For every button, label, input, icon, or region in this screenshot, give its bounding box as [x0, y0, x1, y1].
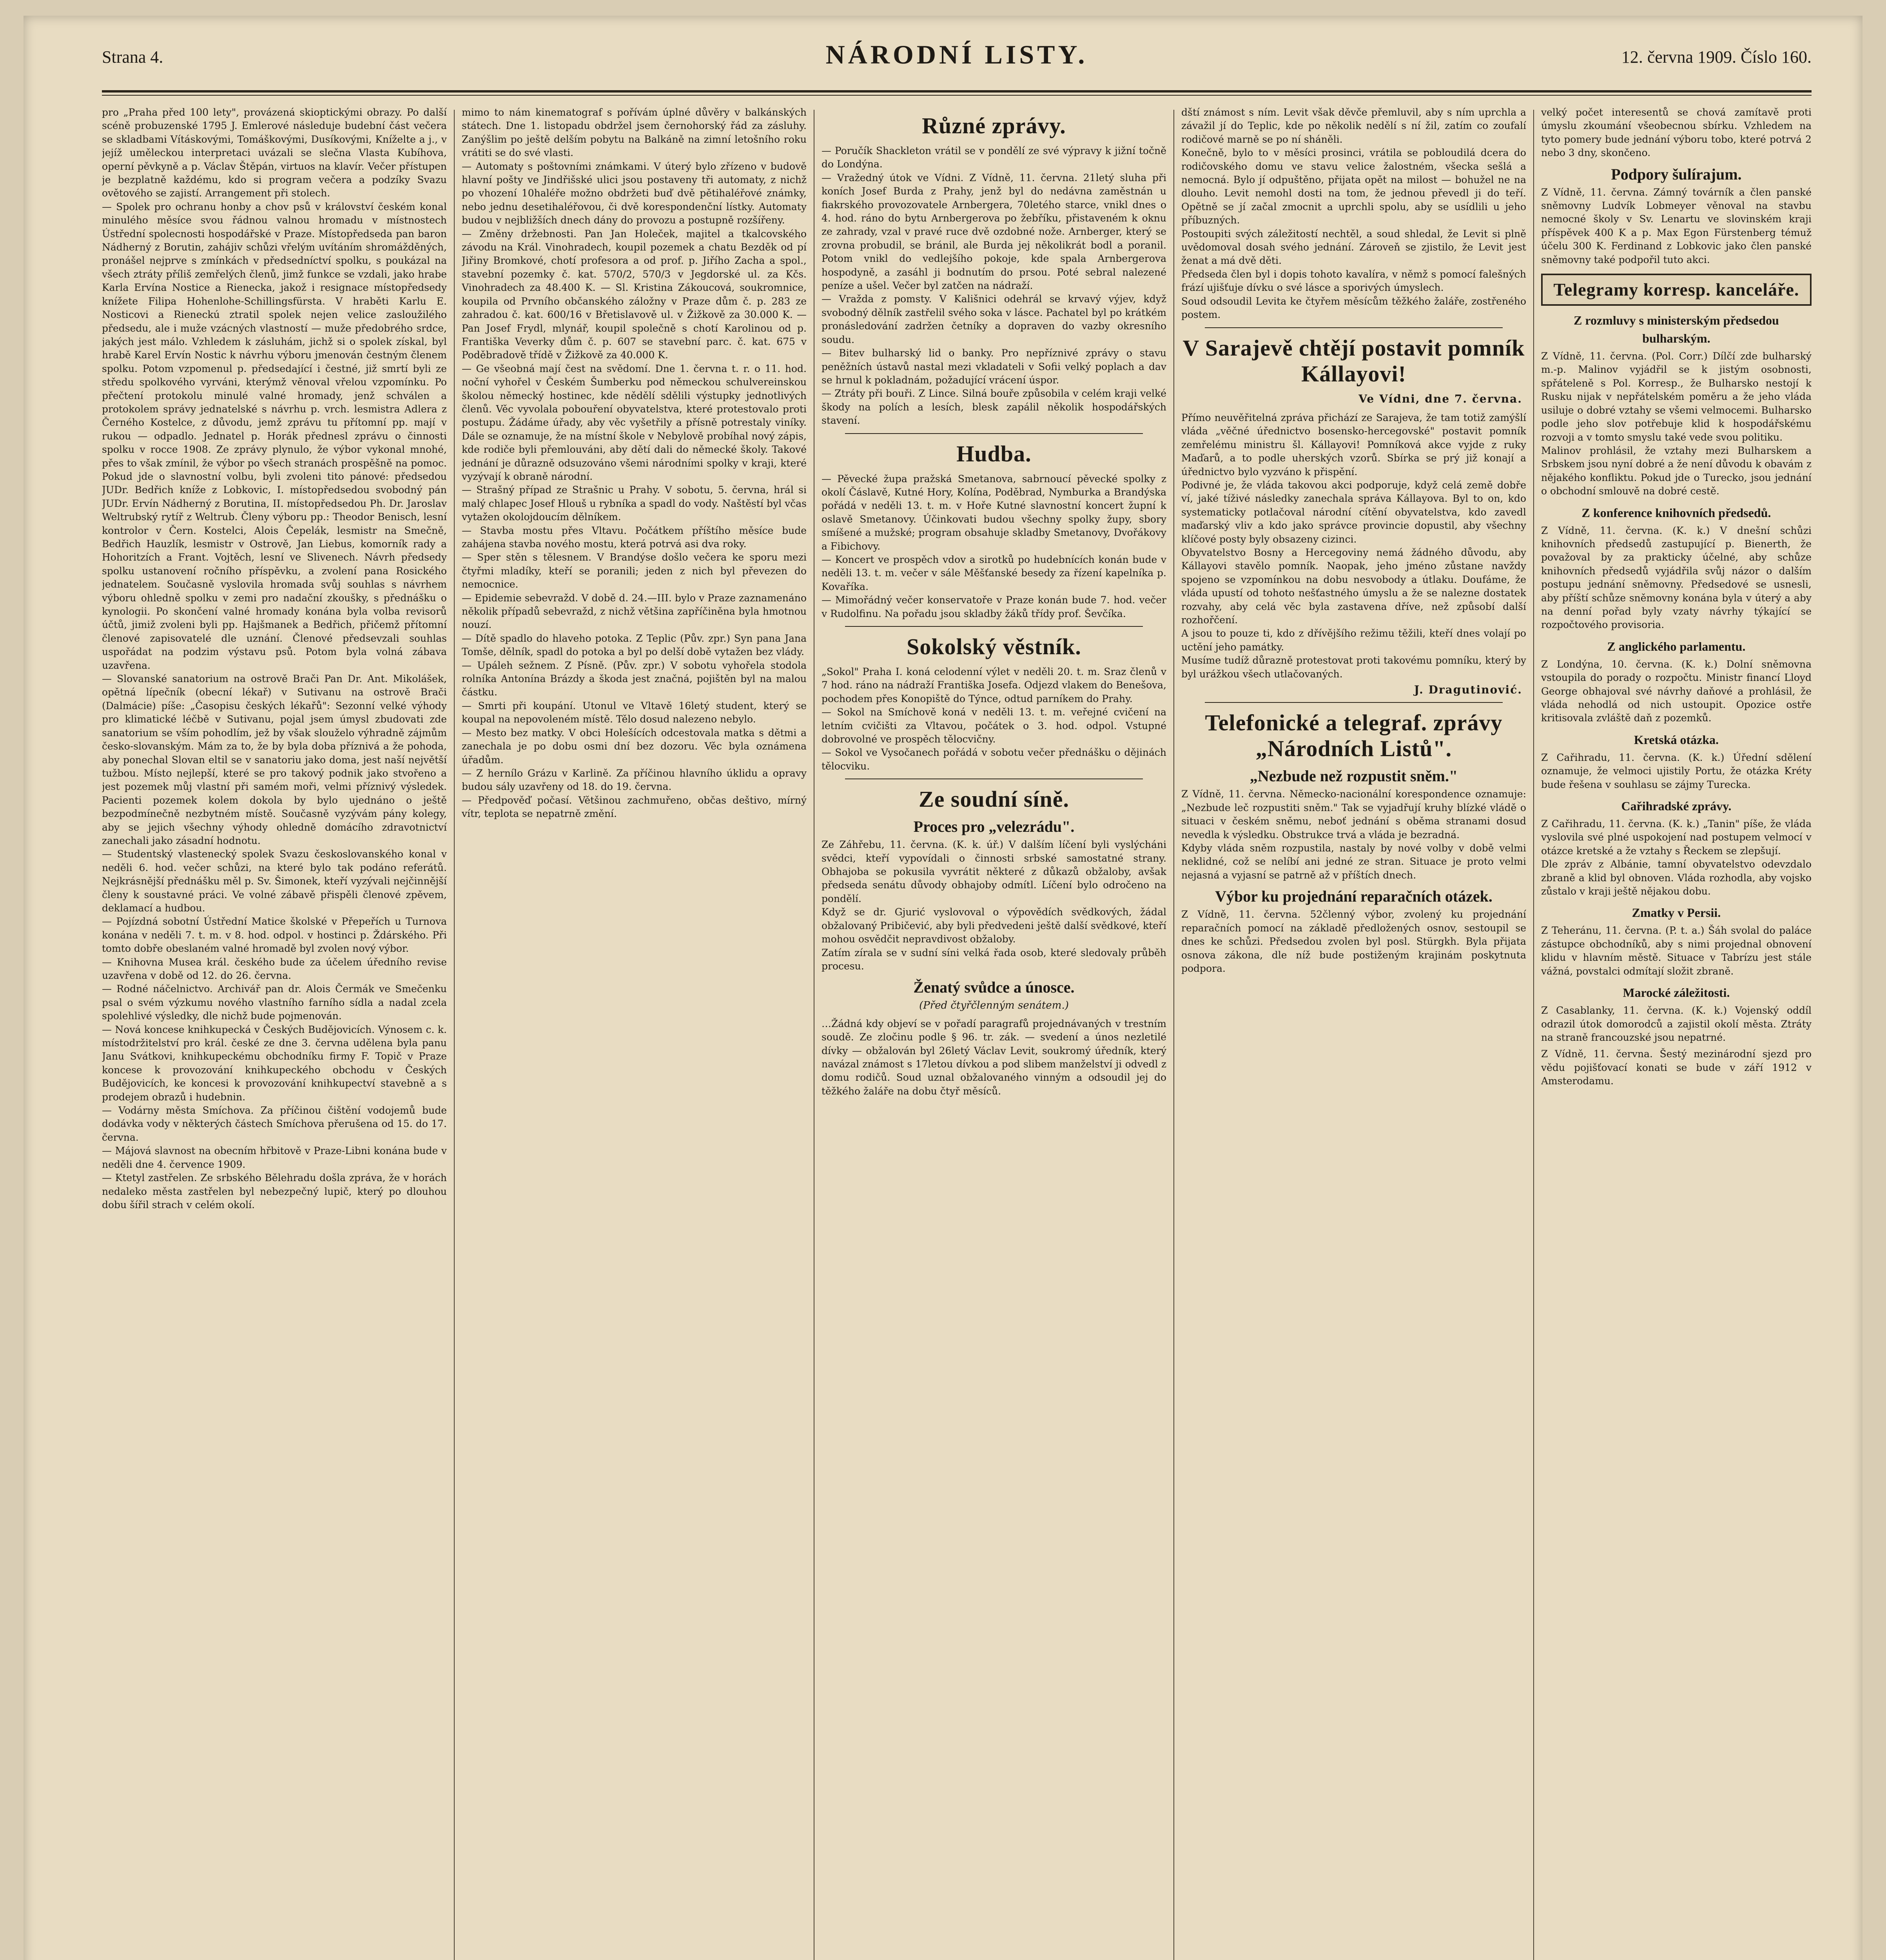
reparation-title: Výbor ku projednání reparačních otázek.: [1215, 887, 1492, 906]
closing-text: Z Vídně, 11. června. Šestý mezinárodní sjezd pro vědu pojišťovací konati se bude v září 1912 v Amsterodamu.: [1541, 1048, 1812, 1087]
column-2: [462, 106, 807, 1960]
header-rule-thin: [102, 95, 1812, 96]
section-separator: [1205, 327, 1503, 328]
telegrams-boxed-title: Telegramy korresp. kanceláře.: [1541, 274, 1812, 306]
constantinople-title: Cařihradské zprávy.: [1621, 799, 1732, 813]
page-number: Strana 4.: [102, 47, 163, 67]
library-title: Z konference knihovních předsedů.: [1581, 505, 1771, 520]
morocco-title: Marocké záležitosti.: [1623, 985, 1730, 1000]
section-title-hudba: Hudba.: [956, 441, 1032, 466]
marriage-title: Ženatý svůdce a únosce.: [913, 978, 1075, 996]
sarajevo-dateline: Ve Vídni, dne 7. června.: [1358, 392, 1522, 405]
column-divider: [1533, 110, 1534, 1960]
music-text: — Pěvecké župa pražská Smetanova, sabrnoucí pěvecké spolky z okolí Čáslavě, Kutné Hory, Kolína, Poděbrad, Nymburka a Brandýska pořádá v neděli 13. t. m. v Hoře Kutné slavnostní koncert župní k oslavě Smetanovy. Účinkovati budou všechny spolky župy, sbory smíšené a mužské; program obsahuje skladby Smetanovy, Dvořákovy a Fibichovy. — Koncert ve prospěch vdov a sirotků po hudebnících konán bude v neděli 13. t. m. večer v sále Měšťanské besedy za řízení kapelníka p. Kovaříka. — Mimořádný večer konservatoře v Praze konán bude 7. hod. večer v Rudolfinu. Na pořadu jsou skladby žáků třídy prof. Ševčíka.: [821, 473, 1166, 619]
english-text: Z Londýna, 10. června. (K. k.) Dolní sněmovna vstoupila do porady o rozpočtu. Ministr financí Lloyd George obhajoval své návrhy daňové a prohlásil, že vláda nehodlá od nich ustoupit. Opozice ostře kritisovala zvláště daň z pozemků.: [1541, 658, 1812, 724]
marriage-subtitle: (Před čtyřčlenným senátem.): [919, 1000, 1069, 1012]
english-title: Z anglického parlamentu.: [1607, 639, 1746, 653]
column-2-text: mimo to nám kinematograf s pořívám úplné důvěry v balkánských státech. Dne 1. listopadu obdržel jsem černohorský řád za zásluhy. Zanýšlim po ještě delším pobytu na Balkáně na zimní letošního roku vrátiti se do své vlasti. — Automaty s poštovními známkami. V úterý bylo zřízeno v budově hlavní pošty ve Jindřišské ulici jsou postaveny tři automaty, z nichž po vhození 10haléře možno obdržeti buď dvě pětihaléřové známky, nebo jednu desetihaléřovou, či dvě korespondenční lístky. Automaty budou v nejbližších dnech dány do provozu a postupně rozšířeny. — Změny držebnosti. Pan Jan Holeček, majitel a tkalcovského závodu na Král. Vinohradech, koupil pozemek a chatu Bezděk od pí Jiřiny Bromkové, chotí profesora a od prof. p. Jiřího Zacha a spol., stavební pozemky č. kat. 570/2, 570/3 v Jegdorské ul. za Kčs. Vinohradech za 48.400 K. — Sl. Kristina Zákoucová, soukromnice, koupila od Prvního občanského záložny v Praze dům č. p. 283 ze zahradou č. kat. 600/16 v Břetislavově ul. v Žižkově za 30.000 K. — Pan Josef Frydl, mlynář, koupil společně s chotí Karolinou od p. Františka Veverky dům č. p. 607 se stavební parc. č. kat. 675 v Poděbradově třídě v Žižkově za 40.000 K. — Ge všeobná mají čest na svědomí. Dne 1. června t. r. o 11. hod. noční vyhořel v Českém Šumberku pod německou schulvereinskou školou německý hostinec, kde nědělí sdělili výstupky jednotlivých členů. Věc vyvolala pobouření obyvatelstva, které protestovalo proti postupu. Žádáme úřady, aby věc vyšetřily a přísně potrestaly viníky. Dále se oznamuje, že na místní škole v Nebylově probíhal nový zápis, kde rodiče byli přemlouváni, aby dětí dali do německé školy. Takové jednání je důrazně odsuzováno všemi národními spolky v kraji, které vyzývají k obraně národní. — Strašný případ ze Strašnic u Prahy. V sobotu, 5. června, hrál si malý chlapec Josef Hlouš u rybníka a spadl do vody. Naštěstí byl včas vytažen okolojdoucím dělníkem. — Stavba mostu přes Vltavu. Počátkem příštího měsíce bude zahájena stavba nového mostu, která potrvá asi dva roky. — Sper stěn s tělesnem. V Brandýse došlo večera ke sporu mezi čtyřmi mladíky, kteří se poranili; jeden z nich byl převezen do nemocnice. — Epidemie sebevražd. V době d. 24.—III. bylo v Praze zaznamenáno několik případů sebevražd, z nichž většina zapříčiněna byla hmotnou nouzí. — Dítě spadlo do hlaveho potoka. Z Teplic (Pův. zpr.) Syn pana Jana Tomše, dělník, spadl do potoka a byl po delší době vytažen bez vlády. — Upáleh sežnem. Z Písně. (Pův. zpr.) V sobotu vyhořela stodola rolníka Antonína Brázdy a škoda jest značná, pojištěn byl na malou částku. — Smrti při koupání. Utonul ve Vltavě 16letý student, který se koupal na nepovoleném místě. Tělo dosud nalezeno nebylo. — Mesto bez matky. V obci Holešících odcestovala matka s dětmi a zanechala je po dobu osmi dní bez dozoru. Věc byla oznámena úřadům. — Z hernílo Grázu v Karlině. Za příčinou hlavního úklidu a opravy budou sály uzavřeny od 18. do 19. června. — Předpověď počasí. Většinou zachmuřeno, občas deštivo, mírný vítr, teplota se nepatrně změní.: [462, 107, 807, 820]
column-1: [102, 106, 447, 1960]
marriage-text: …Žádná kdy objeví se v pořadí paragrafů projednávaných v trestním soudě. Ze zločinu podle § 96. tr. zák. — svedení a únos nezletilé dívky — obžalován byl 26letý Václav Levit, soukromý úředník, který navázal známost s 17letou dívkou a pod slibem manželství ji odvedl z domu rodičů. Soud uznal obžalovaného vinným a odsoudil jej do těžkého žaláře na dobu čtyř měsíců.: [821, 1018, 1166, 1097]
column-3: [821, 106, 1166, 1960]
court-text: Ze Záhřebu, 11. června. (K. k. úř.) V dalším líčení byli vyslýcháni svědci, kteří vypovídali o činnosti srbské samostatné strany. Obhajoba se pokusila vyvrátit některé z důkazů obžaloby, avšak předseda senátu důvody obhajoby odmítl. Líčení bylo odročeno na pondělí. Když se dr. Gjurić vyslovoval o výpovědích svědkových, žádal obžalovaný Pribičević, aby byli předvedeni ještě další svědkové, kteří mohou osvědčit nepravdivost obžaloby. Zatím zírala se v sudní síni velká řada osob, které sledovaly průběh procesu.: [821, 839, 1166, 972]
reparation-text: Z Vídně, 11. června. 52členný výbor, zvolený ku projednání reparačních pomocí na základě předložených osnov, sestoupil se dnes ke schůzi. Předsedou zvolen byl posl. Stürgkh. Byla přijata osnova zákona, dle níž bude postiženým krajinám poskytnuta podpora.: [1181, 909, 1526, 974]
section-title-ruzne-zpravy: Různé zprávy.: [922, 113, 1066, 138]
telegraph-text: Z Vídně, 11. června. Německo-nacionální korespondence oznamuje: „Nezbude leč rozpustiti sněm." Tak se vyjadřují kruhy blízké vládě o situaci v českém sněmu, neboť jednání s oběma stranami dosud nevedla k výsledku. Obstrukce trvá a vláda je bezradná. Kdyby vláda sněm rozpustila, nastaly by nové volby v době velmi neklidné, což se nelíbí ani jedné ze stran. Situace je proto velmi nejasná a vyjasní se patrně až v příštích dnech.: [1181, 788, 1526, 881]
constantinople-text: Z Cařihradu, 11. června. (K. k.) „Tanin" píše, že vláda vyslovila své plné uspokojení nad postupem velmocí v otázce kretské a že vztahy s Řeckem se zlepšují. Dle zpráv z Albánie, tamní obyvatelstvo odevzdalo zbraně a klid byl obnoven. Vláda rozhodla, aby vojsko zůstalo v kraji ještě nějakou dobu.: [1541, 818, 1812, 897]
persia-text: Z Teheránu, 11. června. (P. t. a.) Šáh svolal do paláce zástupce obchodníků, aby s nimi projednal obnovení klidu v hlavním městě. Situace v Tabrízu jest stále vážná, povstalci odmítají složit zbraně.: [1541, 925, 1812, 977]
newspaper-page: [24, 16, 1862, 1960]
telegraph-subtitle: „Nezbude než rozpustit sněm.": [1249, 767, 1458, 785]
sulir-text: Z Vídně, 11. června. Zámný továrník a člen panské sněmovny Ludvík Lobmeyer věnoval na stavbu nemocné školy v Sv. Lenartu ve slovinském kraji příspěvek 400 K a p. Max Egon Fürstenberg témuž účelu 300 K. Ferdinand z Lobkovic jako člen panské sněmovny také podpořil tuto akci.: [1541, 186, 1812, 265]
crete-text: Z Cařihradu, 11. června. (K. k.) Úřední sdělení oznamuje, že velmoci ujistily Portu, že otázka Kréty bude řešena v souhlasu se zájmy Turecka.: [1541, 751, 1812, 790]
section-separator: [845, 626, 1143, 627]
sarajevo-title: V Sarajevě chtějí postavit pomník Kállayovi!: [1182, 335, 1525, 387]
column-4: [1181, 106, 1526, 1960]
column-5-lead: velký počet interesentů se chová zamítavě proti úmyslu zkoumání všeobecnou sbírku. Vzhledem na tyto pomery bude jednání výboru tobo, které potrvá 2 nebo 3 dny, skončeno.: [1541, 107, 1812, 159]
column-1-text: pro „Praha před 100 lety", provázená skioptickými obrazy. Po další scéně probuzenské 1795 J. Emlerové následuje budební část večera se skladbami Vításkovými, Tomáškovými, Dusíkovými, Kníželte a j., v jejíž uměleckou interpretaci uvázali se slečna Vlasta Kubíhova, operní pěvkyně a p. Václav Štěpán, virtuos na klavír. Večer přístupen je bezplatně každému, kdo si program večera a podzíky Svazu ovětového se zajistí. Arrangement při stolech. — Spolek pro ochranu honby a chov psů v království českém konal minulého měsíce svou řádnou valnou hromadu v místnostech Ústřední spolecnosti hospodářské v Praze. Místopředseda pan baron Nádherný z Borutin, zahájiv schůzi vřelým uvítáním shromážděných, pronášel nejprve s zmínkách v předsedníctví spolku, s poukázal na všech ztráty příliš zemřelých členů, jimž funkce se vzdali, jako hrabe Karla Ervína Nostice a Rienecka, jakož i resignace místopředsedy knížete Filipa Hohenlohe-Schillingsfürsta. V hraběti Karlu E. Nosticovi a Rieneckú ztratil spolek nejen velice zasloužilého předsedu, ale i muže vzácných vlastností — muže předobrého srdce, jakých jest málo. Vzhledem k zásluhám, jichž si o spolek získal, byl hrabě Karel Ervín Nostic k návrhu výboru jmenován čestným členem spolku. Potom vzpomenul p. předsedající i čestné, již smrtí byli ze středu spolkového vyrváni, kterýmž věnoval vřelou vzpomínku. Po přečtení protokolu minulé valné hromady, jenž schválen a protokolem správy jednatelské s návrhu p. vrch. lesmistra Adlera z Černého Kostelce, z důvodu, jemž zprávu tu přítomní pp. mají v rukou — odpadlo. Jednatel p. Horák přednesl zprávu o činnosti spolku v rocce 1908. Ze zprávy plynulo, že výbor vykonal mnohé, přes to však zmínil, že výbor po všech stranách prospěšně na pomoc. Pokud jde o slavnostní volbu, byli zvoleni tito pánové: předsedou JUDr. Bedřich kníže z Lobkovic, I. místopředsedou svobodný pán JUDr. Ervín Nádherný z Borutina, II. místopředsedou Ph. Dr. Jaroslav Weltrubský rytíř z Weltrub. Členy výboru pp.: Theodor Benisch, lesní kontrolor v Čern. Kostelci, Alois Čepelák, lesmistr na Smečně, Bedřich Hauzlík, lesmistr v Ostrově, Jan Liebus, komorník rady a Hohoritzích a Frant. Vojtěch, lesní ve Slivenech. Návrh předsedy spolku ustanovení ročního příspěvku, a zvolení pana Rosického jednatelem. Současně vyslovila hromada svůj souhlas s návrhem výboru ohledně spolku v zemi pro nadační zkoušky, s přednášku o kynologii. Po skončení valné hromady konána byla volba revisorů účtů, jimiž zvoleni byli pp. Hajšmanek a Bedřich, přičemž přítomní členové zapisovatelé dle uznání. Členové předsevzali souhlas uspořádat na podzim výstavu psů. Potom byla volná zábava uzavřena. — Slovanské sanatorium na ostrově Brači Pan Dr. Ant. Mikolášek, opětná lípečník (obecní lékař) v Sutivanu na ostrově Brači (Dalmácie) píše: „Časopisu českých lékařů": Sezonní velké výhody pro klimatické léčbě v Sutivanu, pojal jsem úmysl zbudovati zde sanatorium se vším pohodlím, jež by však slouželo výhradně zájmům česko-slovanským. Mám za to, že by byla doba příznivá a že pohoda, aby ponechal Slovan eltil se v sanatoriu jako doma, jest naší největší tužbou. Místo nejlepší, které se pro takový podnik jako stvořeno a jest pozemek můj vlastní při samém moři, velmi příznivý výsledek. Pacienti pozemek kolem dokola by bylo ujednáno o ještě bezpodmínečně nezbytném místě. Současně vyzývám pány kolegy, aby se jejich všechny výhody ohledně domácího zdravotnictví zanechali jako zásadní hodnotu. — Studentský vlastenecký spolek Svazu českoslovanského konal v neděli 6. hod. večer schůzi, na které bylo tak podáno referátů. Nejkrásnější přednášku měl p. Sv. Šimonek, kteří vyzývali nejčinnější členy k soustavné práci. Ve volné zábavě přispěli členové zpěvem, deklamací a hudbou. — Pojízdná sobotní Ústřední Matice školské v Přepeřích u Turnova konána v neděli 7. t. m. v 8. hod. odpol. v hostinci p. Ždárského. Při tomto dobře obeslaném valné hromadě byl zvolen nový výbor. — Knihovna Musea král. českého bude za účelem úředního revise uzavřena v době od 12. do 26. června. — Rodné náčelnictvo. Archivář pan dr. Alois Čermák ve Smečenku psal o svém výzkumu nového vlastního farního sídla a nadal zcela spolehlivé výsledky, dle nichž bude pojmenován. — Nová koncese knihkupecká v Českých Budějovicích. Výnosem c. k. místodržitelství pro král. české ze dne 3. června udělena byla panu Janu Svátkovi, knihkupeckému obchodníku firmy F. Topič v Praze koncese k provozování knihkupeckého obchodu v Českých Budějovicích, ke koncesi k provozování knihkupectví stavebně a s prodejem obrazů i hudebnin. — Vodárny města Smíchova. Za příčinou čištění vodojemů bude dodávka vody v některých částech Smíchova přerušena od 15. do 17. června. — Májová slavnost na obecním hřbitově v Praze-Libni konána bude v neděli dne 4. července 1909. — Ktetyl zastřelen. Ze srbského Bělehradu došla zpráva, že v horách nedaleko města zastřelen byl nebezpečný lupič, který po dlouhou dobu šířil strach v celém okolí.: [102, 107, 447, 1210]
sarajevo-text: Přímo neuvěřitelná zpráva přichází ze Sarajeva, že tam totiž zamýšlí vláda „věčné úřednictvo bosensko-hercegovské" postavit pomník zemřelému ministru šl. Kállayovi! Pomníková akce vyjde z ruky Maďarů, a to podle uherských vzorů. Sbírka se prý již konají a úřednictvo bylo vyzváno k přispění. Podivné je, že vláda takovou akci podporuje, když celá země dobře ví, jaké tíživé následky zanechala správa Kállayova. Byl to on, kdo systematicky potlačoval národní cítění obyvatelstva, kdo zavedl maďarský vliv a kdo jako správce provincie dopustil, aby všechny klíčové posty byly obsazeny cizinci. Obyvatelstvo Bosny a Hercegoviny nemá žádného důvodu, aby Kállayovi stavělo pomník. Naopak, jeho jméno zůstane navždy spojeno se vzpomínkou na dobu nesvobody a útlaku. Doufáme, že vláda upustí od tohoto nešťastného úmyslu a že se nalezne dostatek rozvahy, aby celá věc byla zastavena dříve, než způsobí další rozhořčení. A jsou to pouze ti, kdo z dřívějšího režimu těžili, kteří dnes volají po uctění jeho památky. Musíme tudíž důrazně protestovat proti takovému pomníku, který by byl urážkou všech utlačovaných.: [1181, 412, 1526, 680]
column-4-lead: dští známost s ním. Levit však děvče přemluvil, aby s ním uprchla a závažil jí do Teplic, kde po několik nedělí s ní žil, zatím co zoufalí rodičové marně se po ní sháněli. Konečně, bylo to v měsíci prosinci, vrátila se pobloudilá dcera do rodičovského domu ve stavu velice žalostném, všecka sešlá a nemocná. Bylo jí odpuštěno, přijata opět na milost — bohužel ne na dlouho. Levit nemohl dosti na tom, že jednou převedl ji do teří. Opětně se jí začal zmocnit a uprchli spolu, aby se usídlili u jeho příbuzných. Postoupiti svých záležitostí nechtěl, a soud shledal, že Levit si plně uvědomoval dosah svého jednání. Zároveň se zjistilo, že Levit jest ženat a má dvě děti. Předseda člen byl i dopis tohoto kavalíra, v němž s pomocí falešných frází ujišťuje dívku o své lásce a sporivých úmyslech. Soud odsoudil Levita ke čtyřem měsícům těžkého žaláře, zostřeného postem.: [1181, 107, 1526, 321]
column-3-news: — Poručík Shackleton vrátil se v pondělí ze své výpravy k jižní točně do Londýna. — Vražedný útok ve Vídni. Z Vídně, 11. června. 21letý sluha při koních Josef Burda z Prahy, jenž byl do nedávna zaměstnán u fiakrského provozovatele Arnbergera, 70letého starce, vnikl dnes o 4. hod. ráno do bytu Arnbergerova po žebříku, přistaveném k oknu ze zahrady, vzal v pravé ruce dvě ozdobné nože. Arnberger, který se zrovna probudil, se bránil, ale Burda jej několikrát bodl a poranil. Potom vnikl do vedlejšího pokoje, kde spala Arnbergerova hospodyně, a zasáhl ji bodnutím do prsou. Poté sebral nalezené peníze a ušel. Večer byl zatčen na nádraží. — Vražda z pomsty. V Kališnici odehrál se krvavý výjev, když svobodný dělník zastřelil svého soka v lásce. Pachatel byl po krátkém pronásledování zadržen četníky a dopraven do vazby okresního soudu. — Bitev bulharský lid o banky. Pro nepříznivé zprávy o stavu peněžních ústavů nastal mezi vkladateli v Sofii velký poplach a dav se hrnul k pokladnám, požadující vrácení úspor. — Ztráty při bouři. Z Lince. Silná bouře způsobila v celém kraji velké škody na polích a lesích, blesk zapálil několik hospodářských stavení.: [821, 145, 1166, 426]
header-rule: [102, 90, 1812, 93]
minister-text: Z Vídně, 11. června. (Pol. Corr.) Dílčí zde bulharský m.-p. Malinov vyjádřil se k jistým osobnosti, spřáteleně s Pol. Korresp., že Bulharsko nestojí k Rusku nijak v nepřátelském poměru a že jeho vláda usiluje o dobré vztahy se všemi velmocemi. Bulharsko podle jeho slov potřebuje klid k hospodářskému rozvoji a v tomto smyslu také vede svou politiku. Malinov prohlásil, že vztahy mezi Bulharskem a Srbskem jsou nyní dobré a že není důvodu k obavám z nějakého konfliktu. Pokud jde o Turecko, jsou jednání o obchodní smlouvě na dobré cestě.: [1541, 350, 1812, 497]
sulir-title: Podpory šulírajum.: [1611, 165, 1742, 183]
morocco-text: Z Casablanky, 11. června. (K. k.) Vojenský oddíl odrazil útok domorodců a zajistil okolí města. Ztráty na straně francouzské jsou nepatrné.: [1541, 1005, 1812, 1043]
column-divider: [454, 110, 455, 1960]
section-separator: [1205, 702, 1503, 703]
persia-title: Zmatky v Persii.: [1632, 906, 1721, 920]
column-divider: [1173, 110, 1174, 1960]
minister-title: Z rozmluvy s ministerským předsedou bulharským.: [1574, 313, 1779, 346]
crete-title: Kretská otázka.: [1634, 732, 1719, 747]
telegraph-title: Telefonické a telegraf. zprávy „Národních Listů".: [1205, 710, 1503, 762]
issue-date: 12. června 1909. Číslo 160.: [1621, 47, 1812, 67]
sarajevo-signature: J. Dragutinović.: [1414, 683, 1522, 697]
court-subtitle: Proces pro „velezrádu".: [913, 818, 1075, 836]
masthead-title: NÁRODNÍ LISTY.: [825, 40, 1088, 69]
column-5: [1541, 106, 1812, 1960]
section-title-court: Ze soudní síně.: [918, 786, 1070, 812]
page-header: [102, 31, 1812, 78]
library-text: Z Vídně, 11. června. (K. k.) V dnešní schůzi knihovních předsedů zastupující p. Bienerth, že považoval by za prakticky účelné, aby schůze knihovních předsedů vyjádřila svůj názor o dalším postupu jednání sněmovny. Předsedové se usnesli, aby příští schůze sněmovny konána byla v úterý a aby na denní pořad byly vzaty návrhy týkající se rozpočtového provisoria.: [1541, 524, 1812, 631]
section-title-sokol: Sokolský věstník.: [907, 634, 1081, 659]
sokol-text: „Sokol" Praha I. koná celodenní výlet v neděli 20. t. m. Sraz členů v 7 hod. ráno na nádraží Františka Josefa. Odjezd vlakem do Benešova, pochodem přes Konopiště do Týnce, odtud parníkem do Prahy. — Sokol na Smíchově koná v neděli 13. t. m. veřejné cvičení na letním cvičišti za Vltavou, počátek o 3. hod. odpol. Vstupné dobrovolné ve prospěch tělocvičny. — Sokol ve Vysočanech pořádá v sobotu večer přednášku o dějinách tělocviku.: [821, 666, 1166, 772]
section-separator: [845, 433, 1143, 434]
